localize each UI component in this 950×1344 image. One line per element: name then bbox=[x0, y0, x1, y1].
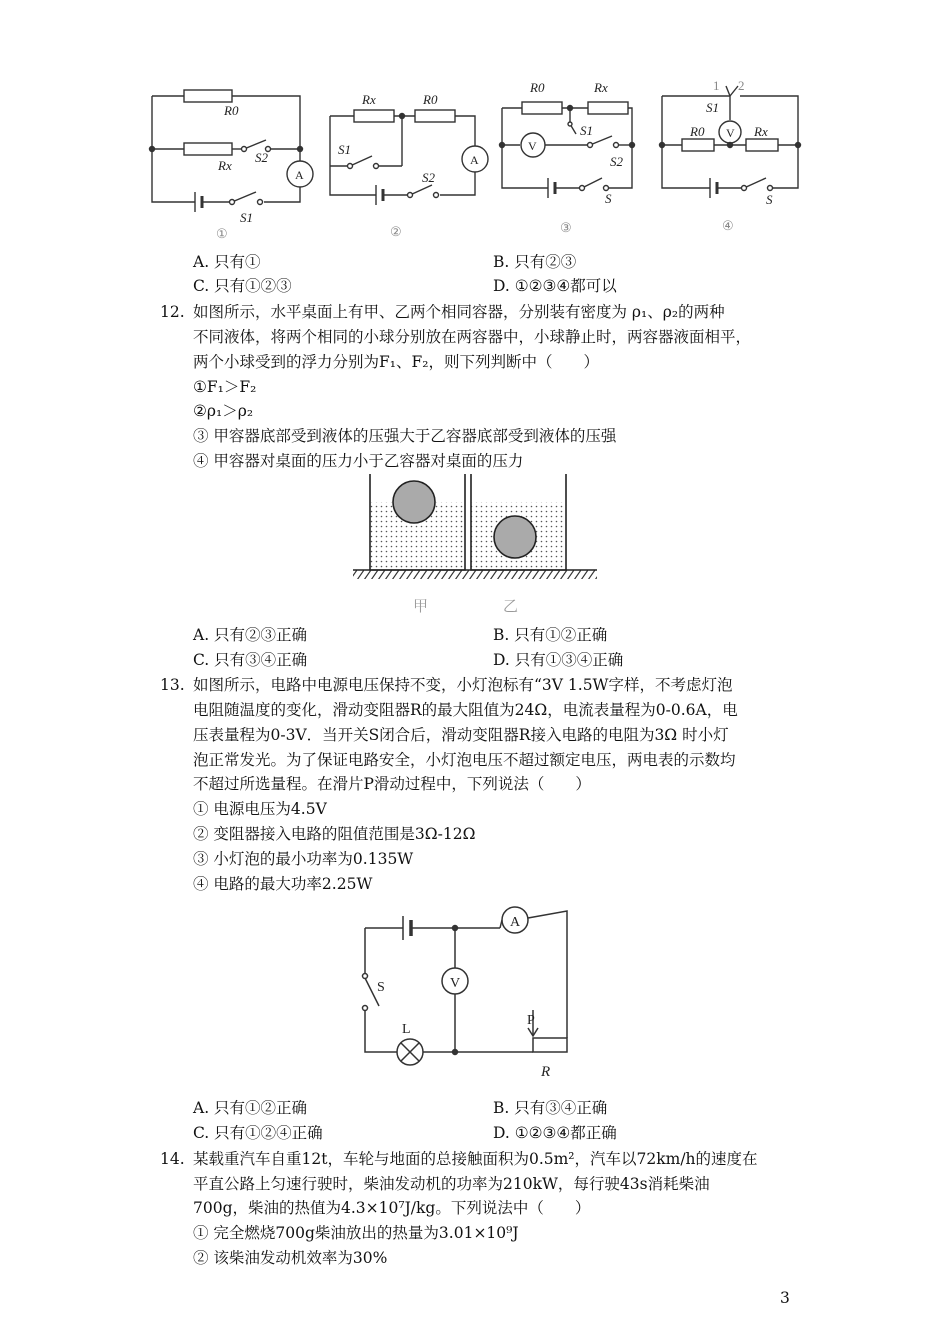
label-s2: S2 bbox=[255, 150, 268, 165]
switch-position-2: 2 bbox=[738, 78, 745, 93]
label-rx-4: Rx bbox=[754, 124, 768, 139]
q14-line-3: 700g，柴油的热值为4.3×10⁷J/kg。下列说法中（ ） bbox=[193, 1199, 591, 1217]
label-s-4: S bbox=[766, 192, 773, 207]
label-jia: 甲 bbox=[413, 599, 429, 615]
label-s-3: S bbox=[605, 191, 612, 206]
label-r0-2: R0 bbox=[423, 92, 438, 107]
label-s-q13: S bbox=[377, 980, 385, 995]
q13-option-a: A. 只有①②正确 bbox=[193, 1099, 308, 1117]
caption-2: ② bbox=[390, 224, 402, 239]
q14-statement-1: ① 完全燃烧700g柴油放出的热量为3.01×10⁹J bbox=[193, 1224, 519, 1242]
q13-statement-1: ① 电源电压为4.5V bbox=[193, 800, 327, 818]
label-l-q13: L bbox=[402, 1022, 411, 1037]
q12-line-3: 两个小球受到的浮力分别为F₁、F₂，则下列判断中（ ） bbox=[193, 353, 599, 371]
caption-1: ① bbox=[216, 226, 228, 241]
q13-statement-3: ③ 小灯泡的最小功率为0.135W bbox=[193, 850, 414, 868]
label-r0: R0 bbox=[224, 103, 239, 118]
q11-option-b: B. 只有②③ bbox=[493, 253, 577, 271]
caption-3: ③ bbox=[560, 220, 572, 235]
label-r0-3: R0 bbox=[530, 80, 545, 95]
q13-option-b: B. 只有③④正确 bbox=[493, 1099, 608, 1117]
label-s1: S1 bbox=[240, 210, 253, 225]
q12-containers-figure bbox=[350, 470, 600, 620]
q13-option-c: C. 只有①②④正确 bbox=[193, 1124, 323, 1142]
label-p-q13: P bbox=[527, 1013, 535, 1028]
q12-statement-3: ③ 甲容器底部受到液体的压强大于乙容器底部受到液体的压强 bbox=[193, 427, 617, 445]
label-s2-2: S2 bbox=[422, 170, 435, 185]
label-rx-2: Rx bbox=[362, 92, 376, 107]
switch-position-1: 1 bbox=[713, 78, 720, 93]
container-jia bbox=[370, 474, 465, 570]
q11-option-a: A. 只有① bbox=[193, 253, 261, 271]
q12-line-1: 如图所示，水平桌面上有甲、乙两个相同容器，分别装有密度为 ρ₁、ρ₂的两种 bbox=[193, 303, 725, 321]
label-s2-3: S2 bbox=[610, 154, 623, 169]
q13-statement-2: ② 变阻器接入电路的阻值范围是3Ω-12Ω bbox=[193, 825, 476, 843]
q12-number: 12. bbox=[160, 303, 185, 321]
q11-option-c: C. 只有①②③ bbox=[193, 277, 292, 295]
q13-line-3: 压表量程为0-3V．当开关S闭合后，滑动变阻器R接入电路的电阻为3Ω 时小灯 bbox=[193, 726, 729, 744]
q11-option-d: D. ①②③④都可以 bbox=[493, 277, 617, 295]
circuit-diagrams-row bbox=[140, 70, 820, 245]
container-yi bbox=[471, 474, 566, 570]
circuit-2 bbox=[330, 92, 488, 239]
circuit-1 bbox=[150, 90, 314, 241]
label-r-q13: R bbox=[541, 1064, 551, 1080]
q13-circuit-figure bbox=[355, 898, 595, 1083]
q13-statement-4: ④ 电路的最大功率2.25W bbox=[193, 875, 373, 893]
q14-statement-2: ② 该柴油发动机效率为30% bbox=[193, 1249, 388, 1267]
q12-line-2: 不同液体，将两个相同的小球分别放在两容器中，小球静止时，两容器液面相平， bbox=[193, 328, 752, 346]
label-yi: 乙 bbox=[503, 599, 519, 615]
q12-option-a: A. 只有②③正确 bbox=[193, 626, 308, 644]
voltmeter-symbol-q13: V bbox=[450, 976, 461, 991]
circuit-3 bbox=[500, 80, 635, 235]
q13-number: 13. bbox=[160, 676, 185, 694]
q13-line-4: 泡正常发光。为了保证电路安全，小灯泡电压不超过额定电压，两电表的示数均 bbox=[193, 751, 736, 769]
q14-line-2: 平直公路上匀速行驶时，柴油发动机的功率为210kW，每行驶43s消耗柴油 bbox=[193, 1175, 710, 1193]
label-r0-4: R0 bbox=[690, 124, 705, 139]
circuit-4 bbox=[660, 78, 801, 233]
caption-4: ④ bbox=[722, 218, 734, 233]
label-s1-3: S1 bbox=[580, 123, 593, 138]
page-number: 3 bbox=[780, 1289, 790, 1307]
q13-option-d: D. ①②③④都正确 bbox=[493, 1124, 617, 1142]
q12-statement-2: ②ρ₁＞ρ₂ bbox=[193, 402, 254, 420]
q13-line-1: 如图所示，电路中电源电压保持不变，小灯泡标有“3V 1.5W字样，不考虑灯泡 bbox=[193, 676, 733, 694]
q12-option-d: D. 只有①③④正确 bbox=[493, 651, 624, 669]
q13-line-2: 电阻随温度的变化，滑动变阻器R的最大阻值为24Ω，电流表量程为0-0.6A，电 bbox=[193, 701, 738, 719]
voltmeter-symbol-3: V bbox=[528, 139, 537, 153]
q14-line-1: 某载重汽车自重12t，车轮与地面的总接触面积为0.5m²，汽车以72km/h的速度在 bbox=[193, 1150, 758, 1168]
label-rx: Rx bbox=[218, 158, 232, 173]
label-s1-2: S1 bbox=[338, 142, 351, 157]
voltmeter-symbol-4: V bbox=[726, 126, 735, 140]
label-rx-3: Rx bbox=[594, 80, 608, 95]
ammeter-symbol-q13: A bbox=[510, 915, 521, 930]
q12-statement-4: ④ 甲容器对桌面的压力小于乙容器对桌面的压力 bbox=[193, 452, 524, 470]
label-s1-4: S1 bbox=[706, 100, 719, 115]
q12-statement-1: ①F₁＞F₂ bbox=[193, 378, 257, 396]
ammeter-symbol: A bbox=[295, 168, 304, 182]
q12-option-b: B. 只有①②正确 bbox=[493, 626, 608, 644]
ammeter-symbol-2: A bbox=[470, 153, 479, 167]
q12-option-c: C. 只有③④正确 bbox=[193, 651, 308, 669]
q14-number: 14. bbox=[160, 1150, 185, 1168]
q13-line-5: 不超过所选量程。在滑片P滑动过程中，下列说法（ ） bbox=[193, 775, 591, 793]
